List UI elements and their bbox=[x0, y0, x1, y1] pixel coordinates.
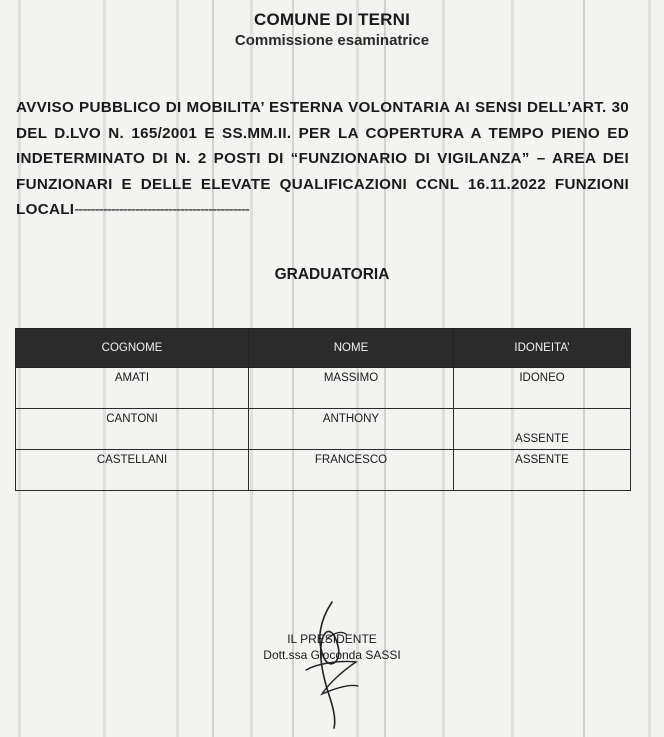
table-cell bbox=[16, 409, 249, 450]
table-row bbox=[16, 368, 631, 409]
name-cell: MASSIMO bbox=[323, 372, 379, 384]
eligibility-cell: IDONEO bbox=[519, 372, 565, 384]
surname-cell: CASTELLANI bbox=[96, 454, 168, 466]
table-cell bbox=[16, 450, 249, 491]
name-cell: ANTHONY bbox=[322, 413, 380, 425]
column-header-name: NOME bbox=[249, 329, 454, 368]
column-header-surname: COGNOME bbox=[16, 329, 249, 368]
eligibility-cell: ASSENTE bbox=[515, 454, 569, 466]
signatory-title: IL PRESIDENTE bbox=[287, 632, 377, 646]
surname-cell: CANTONI bbox=[106, 413, 158, 425]
table-row bbox=[16, 450, 631, 491]
notice-paragraph bbox=[16, 95, 629, 223]
document-subtitle: Commissione esaminatrice bbox=[234, 32, 430, 49]
section-title: GRADUATORIA bbox=[274, 266, 390, 283]
ranking-table bbox=[15, 328, 631, 491]
table-cell bbox=[454, 409, 631, 450]
table-cell bbox=[454, 368, 631, 409]
column-header-eligibility: IDONEITA’ bbox=[454, 329, 631, 368]
table-header-row bbox=[16, 329, 631, 368]
surname-cell: AMATI bbox=[114, 372, 150, 384]
document-title: COMUNE DI TERNI bbox=[254, 10, 410, 29]
name-cell: FRANCESCO bbox=[314, 454, 388, 466]
notice-dashes: ------------------------------------------- bbox=[74, 201, 249, 218]
signatory-name: Dott.ssa Gioconda SASSI bbox=[263, 648, 401, 662]
table-cell bbox=[16, 368, 249, 409]
eligibility-cell: ASSENTE bbox=[515, 433, 569, 445]
table-cell bbox=[249, 450, 454, 491]
table-cell bbox=[249, 368, 454, 409]
scan-stripe bbox=[648, 0, 651, 737]
table-cell bbox=[249, 409, 454, 450]
notice-text: AVVISO PUBBLICO DI MOBILITA’ ESTERNA VOLONTARIA AI SENSI DELL’ART. 30 DEL D.LVO N. 165/2001 E SS.MM.II. PER LA COPERTURA A TEMPO PIENO ED INDETERMINATO DI N. 2 POSTI DI “FUNZIONARIO DI VIGILANZA” – AREA DEI FUNZIONARI E DELLE ELEVATE QUALIFICAZIONI CCNL 16.11.2022 FUNZIONI LOCALI bbox=[16, 99, 629, 218]
table-cell bbox=[454, 450, 631, 491]
handwritten-signature-icon bbox=[246, 600, 436, 730]
table-row bbox=[16, 409, 631, 450]
